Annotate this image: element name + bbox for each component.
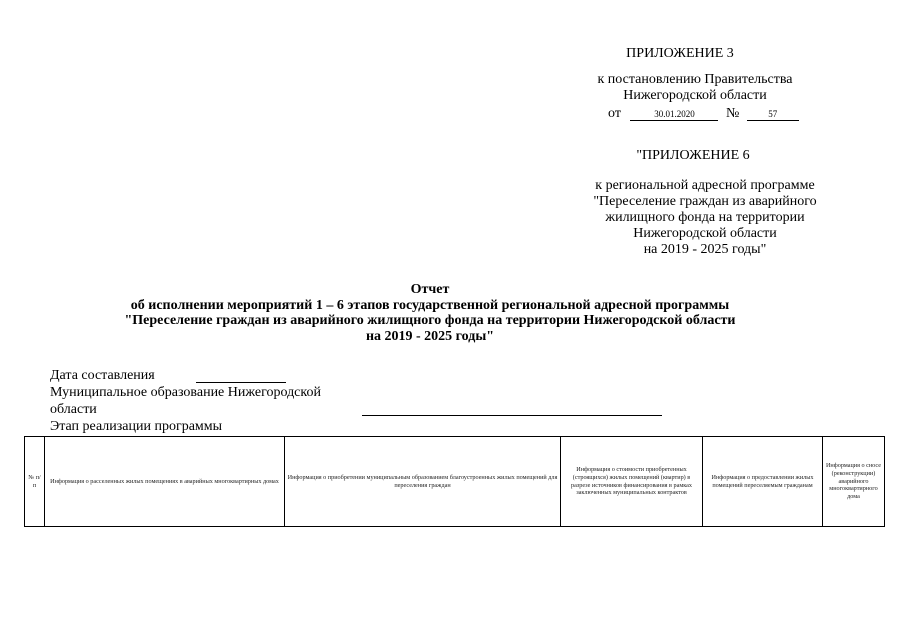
date-compiled-field-line [196,382,286,383]
program-line: Нижегородской области [633,226,777,241]
col-acquisition-header: Информация о приобретении муниципальным образованием благоустроенных жилых помещений для переселения граждан [285,437,561,527]
date-compiled-label: Дата составления [50,368,155,383]
municipality-field-line [362,415,662,416]
date-prefix: от [608,106,621,121]
appendix-6-heading: "ПРИЛОЖЕНИЕ 6 [636,148,750,163]
program-line: на 2019 - 2025 годы" [643,242,767,257]
col-demolition-header: Информация о сносе (реконструкции) аварийного многоквартирного дома [823,437,885,527]
program-line: "Переселение граждан из аварийного [593,194,817,209]
decree-date-line [608,106,799,122]
col-provision-header: Информация о предоставлении жилых помещений переселяемым гражданам [703,437,823,527]
municipality-label: Муниципальное образование Нижегородской [50,385,321,400]
report-title-block [60,282,800,344]
decree-line: Нижегородской области [623,88,767,103]
program-stage-label: Этап реализации программы [50,419,223,434]
appendix-3-heading: ПРИЛОЖЕНИЕ 3 [626,46,734,61]
program-reference [560,178,850,258]
col-resettled-premises-header: Информация о расселенных жилых помещениях в аварийных многоквартирных домах [45,437,285,527]
decree-date-value: 30.01.2020 [630,108,718,121]
report-subtitle-line: "Переселение граждан из аварийного жилищного фонда на территории Нижегородской области [124,313,736,328]
col-cost-header: Информация о стоимости приобретенных (строящихся) жилых помещений (квартир) в разрезе источников финансирования в рамках заключенных муниципальных контрактов [561,437,703,527]
col-number-header: № п/п [25,437,45,527]
municipality-label-cont: области [50,402,97,417]
report-subtitle-line: на 2019 - 2025 годы" [365,328,495,344]
table-header-row [25,437,885,527]
program-line: жилищного фонда на территории [605,210,805,225]
program-line: к региональной адресной программе [595,178,815,193]
decree-line: к постановлению Правительства [597,72,793,87]
number-sign: № [725,106,740,121]
report-title: Отчет [410,282,450,297]
report-table [24,436,885,527]
report-subtitle-line: об исполнении мероприятий 1 – 6 этапов государственной региональной адресной программы [130,297,730,313]
decree-reference [560,72,830,104]
decree-number-value: 57 [747,108,799,121]
